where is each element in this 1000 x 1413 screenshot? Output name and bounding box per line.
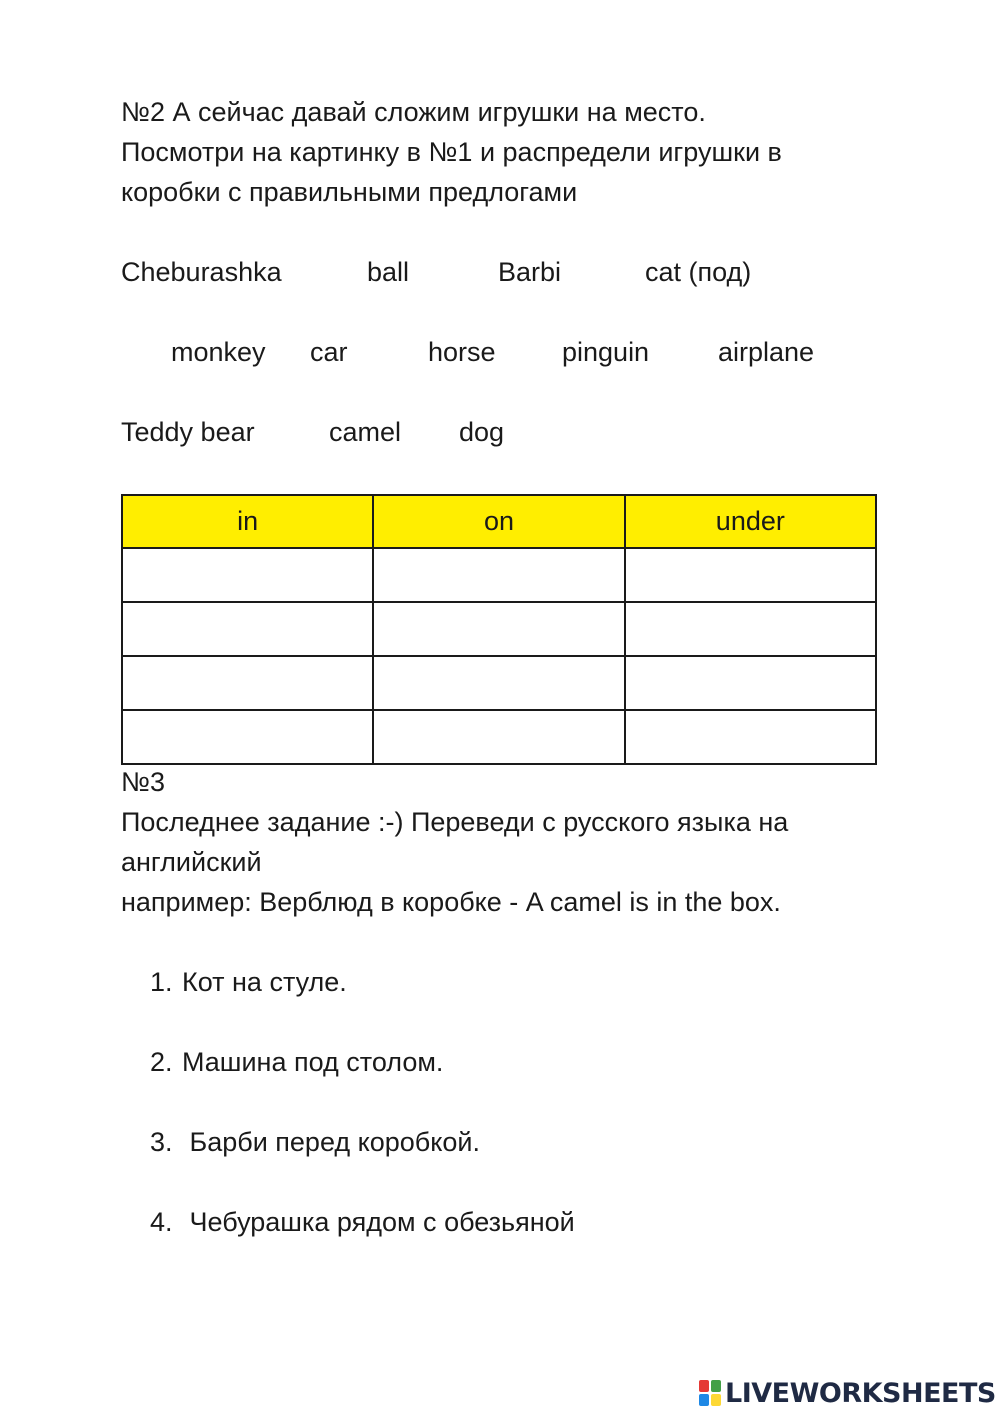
answer-input-in[interactable]	[123, 711, 372, 763]
header-under: under	[625, 495, 876, 548]
answer-input-on[interactable]	[374, 657, 623, 709]
toy-word: cat (под)	[645, 257, 752, 287]
preposition-table	[121, 494, 877, 765]
toy-word: Teddy bear	[121, 417, 255, 447]
answer-input-in[interactable]	[123, 549, 372, 601]
table-cell	[373, 602, 624, 656]
answer-input-on[interactable]	[374, 711, 623, 763]
table-cell	[625, 602, 876, 656]
toy-word: monkey	[171, 337, 266, 367]
table-cell	[122, 656, 373, 710]
toy-word: Barbi	[498, 257, 562, 287]
toy-word: airplane	[718, 337, 815, 367]
task2-instruction-line-1: Посмотри на картинку в №1 и распредели игрушки в	[121, 137, 782, 167]
table-cell	[373, 710, 624, 764]
list-item	[150, 962, 347, 1002]
list-item-number: 1.	[150, 967, 173, 997]
toy-word: dog	[459, 417, 505, 447]
table-cell	[373, 548, 624, 602]
task3-example: например: Верблюд в коробке - A camel is in the box.	[121, 887, 781, 917]
table-cell	[625, 710, 876, 764]
logo-text: LIVEWORKSHEETS	[725, 1377, 996, 1409]
list-item	[150, 1042, 443, 1082]
list-item	[150, 1122, 480, 1162]
list-item	[150, 1202, 575, 1242]
table-cell	[122, 548, 373, 602]
list-item-text: Машина под столом.	[182, 1047, 444, 1077]
liveworksheets-logo	[699, 1378, 996, 1408]
table-header-row	[122, 495, 876, 548]
table-cell	[122, 710, 373, 764]
table-cell	[373, 656, 624, 710]
toy-word: car	[310, 337, 348, 367]
answer-input-on[interactable]	[374, 603, 623, 655]
list-item-number: 4.	[150, 1207, 173, 1237]
table-cell	[625, 656, 876, 710]
header-on: on	[373, 495, 624, 548]
toy-word: Cheburashka	[121, 257, 282, 287]
list-item-number: 3.	[150, 1127, 173, 1157]
table-row	[122, 656, 876, 710]
toy-word: pinguin	[562, 337, 650, 367]
table-row	[122, 548, 876, 602]
task3-instruction-line: английский	[121, 847, 262, 877]
logo-mark-icon	[699, 1380, 721, 1406]
answer-input-under[interactable]	[626, 711, 875, 763]
header-in: in	[122, 495, 373, 548]
list-item-number: 2.	[150, 1047, 173, 1077]
table-cell	[122, 602, 373, 656]
answer-input-in[interactable]	[123, 603, 372, 655]
answer-input-under[interactable]	[626, 549, 875, 601]
table-row	[122, 602, 876, 656]
table-row	[122, 710, 876, 764]
toy-word: ball	[367, 257, 410, 287]
answer-input-on[interactable]	[374, 549, 623, 601]
task3-instruction-line: Последнее задание :-) Переведи с русского языка на	[121, 807, 789, 837]
task3-number: №3	[121, 767, 165, 797]
task2-heading: №2 А сейчас давай сложим игрушки на место.	[121, 97, 706, 127]
toy-word: horse	[428, 337, 496, 367]
table-cell	[625, 548, 876, 602]
answer-input-under[interactable]	[626, 603, 875, 655]
answer-input-in[interactable]	[123, 657, 372, 709]
answer-input-under[interactable]	[626, 657, 875, 709]
list-item-text: Барби перед коробкой.	[182, 1127, 480, 1157]
list-item-text: Чебурашка рядом с обезьяной	[182, 1207, 575, 1237]
list-item-text: Кот на стуле.	[182, 967, 347, 997]
task2-instruction-line-2: коробки с правильными предлогами	[121, 177, 578, 207]
toy-word: camel	[329, 417, 402, 447]
